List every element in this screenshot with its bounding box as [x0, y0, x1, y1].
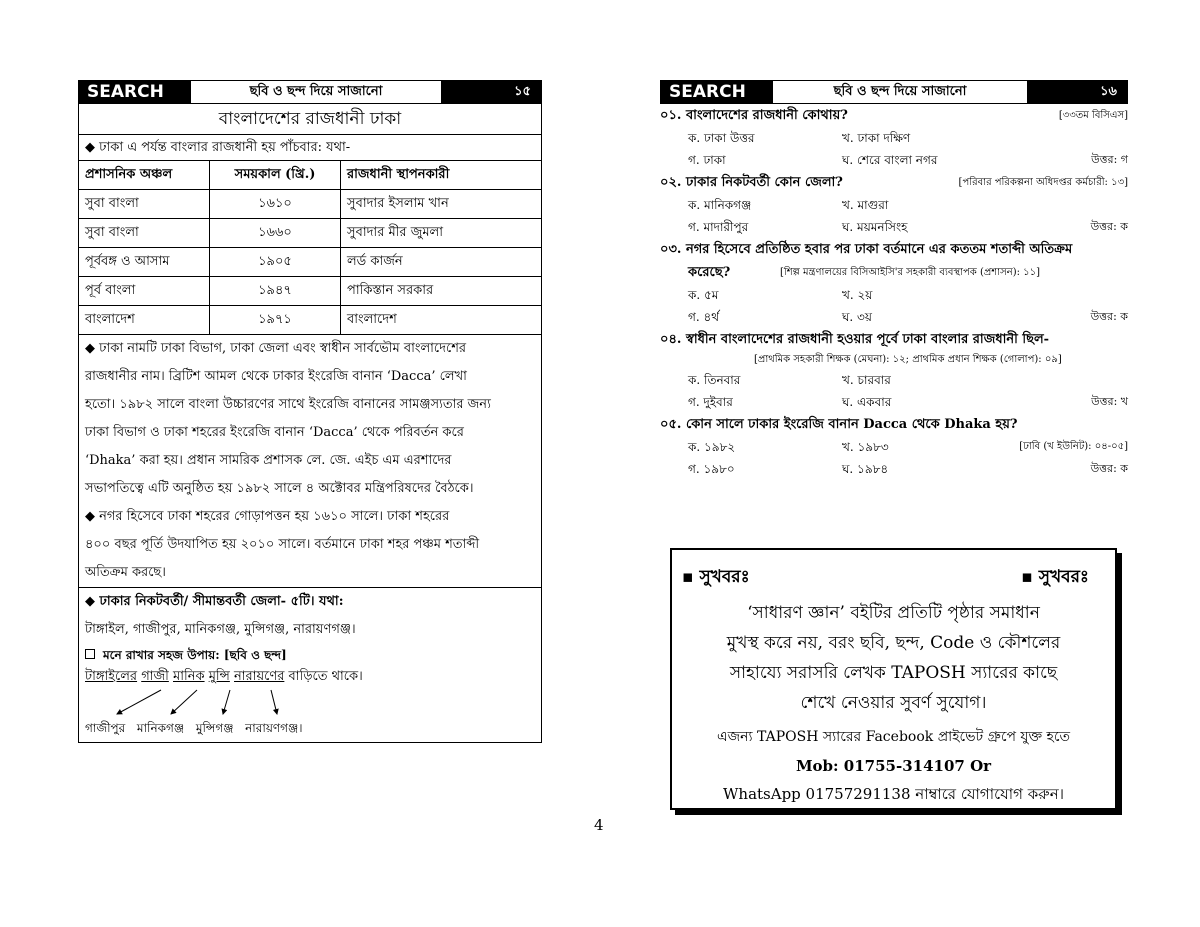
mapped-item: গাজীপুর [85, 721, 126, 735]
table-header: রাজধানী স্থাপনকারী [341, 161, 542, 190]
trick-title-row [85, 644, 535, 666]
table-header-row [79, 161, 541, 190]
notice-line: ‘সাধারণ জ্ঞান’ বইটির প্রতিটি পৃষ্ঠার সমাধান [747, 603, 1040, 623]
table-cell: বাংলাদেশ [341, 306, 542, 335]
option: খ. ঢাকা দক্ষিণ [842, 131, 911, 145]
question-text: করেছে? [688, 265, 731, 280]
question [660, 104, 1128, 127]
question [660, 413, 1128, 436]
table-cell: লর্ড কার্জন [341, 248, 542, 277]
header-subtitle: ছবি ও ছন্দ দিয়ে সাজানো [249, 84, 383, 99]
option: গ. মাদারীপুর [688, 220, 749, 234]
text-line: সভাপতিত্বে এটি অনুষ্ঠিত হয় ১৯৮২ সালে ৪ অক্টোবর মন্ত্রিপরিষদের বৈঠকে। [85, 481, 474, 496]
text-line: ৪০০ বছর পূর্তি উদযাপিত হয় ২০১০ সালে। বর্তমানে ঢাকা শহর পঞ্চম শতাব্দী [85, 537, 480, 552]
page-header [78, 80, 542, 104]
table-cell: পূর্ববঙ্গ ও আসাম [79, 248, 210, 277]
question-source: [৩৩তম বিসিএস] [1058, 110, 1128, 121]
table-cell: ১৬৬০ [210, 219, 341, 248]
option: ক. ৫ম [688, 288, 719, 302]
table-cell: ১৯০৫ [210, 248, 341, 277]
question-text: ০৫. কোন সালে ঢাকার ইংরেজি বানান Dacca থেকে Dhaka হয়? [660, 417, 1018, 432]
option: খ. ২য় [842, 288, 873, 302]
text-line: অতিক্রম করছে। [85, 565, 166, 580]
option: গ. ১৯৮০ [688, 462, 735, 476]
mobile-line: Mob: 01755-314107 Or [795, 757, 992, 775]
option-row [660, 216, 1128, 238]
option-row [660, 391, 1128, 413]
notice-line: সাহায্যে সরাসরি লেখক TAPOSH স্যারের কাছে [729, 663, 1058, 683]
table-header: সময়কাল (খ্রি.) [210, 161, 341, 190]
intro-text: ◆ ঢাকা এ পর্যন্ত বাংলার রাজধানী হয় পাঁচবার: যথা- [79, 135, 541, 161]
header-page-number: ১৬ [1027, 81, 1127, 103]
answer: উত্তর: ক [1090, 462, 1128, 475]
option-row [660, 284, 1128, 306]
mnemonic-word: গাজী [141, 669, 169, 684]
text-line: ঢাকা বিভাগ ও ঢাকা শহরের ইংরেজি বানান ‘Dacca’ থেকে পরিবর্তন করে [85, 425, 464, 440]
option: ঘ. শেরে বাংলা নগর [842, 153, 938, 167]
question-source: [ঢাবি (খ ইউনিট): ০৪-০৫] [1019, 441, 1128, 452]
option: গ. দুইবার [688, 395, 733, 409]
districts-section [79, 588, 541, 742]
question-list [660, 104, 1128, 480]
history-paragraph [79, 335, 541, 588]
mnemonic-word: মুন্সি [208, 669, 230, 684]
option: ঘ. ময়মনসিংহ [842, 220, 908, 234]
answer: উত্তর: গ [1091, 153, 1128, 166]
notice-line: শেখে নেওয়ার সুবর্ণ সুযোগ। [800, 693, 987, 713]
table-cell: সুবাদার মীর জুমলা [341, 219, 542, 248]
notice-heading: ▪ সুখবরঃ [1021, 567, 1089, 587]
option: ঘ. একবার [842, 395, 892, 409]
table-cell: বাংলাদেশ [79, 306, 210, 335]
left-page [78, 80, 542, 743]
mapped-item: নারায়ণগঞ্জ। [245, 721, 303, 735]
table-cell: সুবা বাংলা [79, 190, 210, 219]
question [660, 238, 1128, 261]
mnemonic-word: টাঙ্গাইলের [85, 669, 138, 684]
mnemonic-tail: বাড়িতে থাকে। [284, 669, 363, 684]
option-row [660, 127, 1128, 149]
option-row [660, 369, 1128, 391]
mapped-districts [85, 718, 535, 738]
text-line: ◆ ঢাকা নামটি ঢাকা বিভাগ, ঢাকা জেলা এবং স্বাধীন সার্বভৌম বাংলাদেশের [85, 341, 467, 356]
checkbox-square-icon [85, 649, 95, 659]
option: ক. ১৯৮২ [688, 440, 736, 454]
question [660, 171, 1128, 194]
whatsapp-line: WhatsApp 01757291138 নাম্বারে যোগাযোগ করুন। [722, 785, 1065, 803]
question-continuation [660, 261, 1128, 284]
answer: উত্তর: ক [1090, 220, 1128, 233]
mnemonic-line [85, 666, 535, 688]
answer: উত্তর: ক [1090, 310, 1128, 323]
mapped-item: মুন্সিগঞ্জ [195, 721, 234, 735]
question-text: ০৪. স্বাধীন বাংলাদেশের রাজধানী হওয়ার পূর্বে ঢাকা বাংলার রাজধানী ছিল- [660, 332, 1050, 347]
page-header [660, 80, 1128, 104]
brand-label: SEARCH [661, 81, 773, 103]
table-row [79, 219, 541, 248]
mnemonic-word: নারায়ণের [234, 669, 285, 684]
header-subtitle: ছবি ও ছন্দ দিয়ে সাজানো [833, 84, 967, 99]
question-text: ০১. বাংলাদেশের রাজধানী কোথায়? [660, 108, 848, 123]
answer: উত্তর: খ [1091, 395, 1128, 408]
option-row [660, 194, 1128, 216]
districts-title: ◆ ঢাকার নিকটবর্তী/ সীমান্তবর্তী জেলা- ৫টি। যথা: [85, 594, 344, 609]
question [660, 328, 1128, 351]
option: খ. ১৯৮৩ [842, 440, 889, 454]
notice-line: মুখস্থ করে নয়, বরং ছবি, ছন্দ, Code ও কৌশলের [726, 633, 1061, 653]
option-row [660, 149, 1128, 171]
question-source: [পরিবার পরিকল্পনা অধিদপ্তর কর্মচারী: ১৩] [958, 177, 1128, 188]
content-box [78, 104, 542, 743]
table-cell: ১৬১০ [210, 190, 341, 219]
option: খ. চারবার [842, 373, 891, 387]
text-line: রাজধানীর নাম। ব্রিটিশ আমল থেকে ঢাকার ইংরেজি বানান ‘Dacca’ লেখা [85, 369, 467, 384]
option: গ. ৪র্থ [688, 310, 720, 324]
brand-label: SEARCH [79, 81, 191, 103]
option: ক. মানিকগঞ্জ [688, 198, 752, 212]
table-cell: ১৯৪৭ [210, 277, 341, 306]
trick-title: মনে রাখার সহজ উপায়: [ছবি ও ছন্দ] [103, 648, 287, 662]
question-source: [প্রাথমিক সহকারী শিক্ষক (মেঘনা): ১২; প্রাথমিক প্রধান শিক্ষক (গোলাপ): ০৯] [754, 354, 1062, 365]
page-title: বাংলাদেশের রাজধানী ঢাকা [79, 104, 541, 135]
notice-box [670, 548, 1117, 810]
facebook-line: এজন্য TAPOSH স্যারের Facebook প্রাইভেট গ্রুপে যুক্ত হতে [716, 729, 1070, 745]
option-row [660, 436, 1128, 458]
table-row [79, 306, 541, 335]
mnemonic-word: মানিক [173, 669, 205, 684]
option: ক. ঢাকা উত্তর [688, 131, 755, 145]
table-header: প্রশাসনিক অঞ্চল [79, 161, 210, 190]
text-line: ‘Dhaka’ করা হয়। প্রধান সামরিক প্রশাসক লে. জে. এইচ এম এরশাদের [85, 453, 452, 468]
districts-list: টাঙ্গাইল, গাজীপুর, মানিকগঞ্জ, মুন্সিগঞ্জ, নারায়ণগঞ্জ। [85, 622, 356, 637]
question-source: [শিল্প মন্ত্রণালয়ের বিসিআইসি'র সহকারী ব্যবস্থাপক (প্রশাসন): ১১] [780, 267, 1041, 278]
table-cell: পূর্ব বাংলা [79, 277, 210, 306]
table-row [79, 277, 541, 306]
question-text: ০৩. নগর হিসেবে প্রতিষ্ঠিত হবার পর ঢাকা বর্তমানে এর কততম শতাব্দী অতিক্রম [660, 242, 1073, 257]
question-text: ০২. ঢাকার নিকটবর্তী কোন জেলা? [660, 175, 843, 190]
table-row [79, 248, 541, 277]
option-row [660, 306, 1128, 328]
right-page [660, 80, 1128, 480]
notice-heading: ▪ সুখবরঃ [682, 567, 750, 587]
page-number: 4 [594, 816, 604, 834]
table-cell: ১৯৭১ [210, 306, 341, 335]
option: গ. ঢাকা [688, 153, 726, 167]
table-cell: পাকিস্তান সরকার [341, 277, 542, 306]
text-line: ◆ নগর হিসেবে ঢাকা শহরের গোড়াপত্তন হয় ১৬১০ সালে। ঢাকা শহরের [85, 509, 450, 524]
mapped-item: মানিকগঞ্জ [136, 721, 185, 735]
text-line: হতো। ১৯৮২ সালে বাংলা উচ্চারণের সাথে ইংরেজি বানানের সামঞ্জস্যতার জন্য [85, 397, 491, 412]
option: ঘ. ৩য় [842, 310, 872, 324]
table-cell: সুবা বাংলা [79, 219, 210, 248]
option: ঘ. ১৯৮৪ [842, 462, 889, 476]
mnemonic-arrows-icon [85, 688, 305, 718]
table-row [79, 190, 541, 219]
notice-body [672, 598, 1115, 718]
option-row [660, 458, 1128, 480]
option: ক. তিনবার [688, 373, 741, 387]
table-cell: সুবাদার ইসলাম খান [341, 190, 542, 219]
option: খ. মাগুরা [842, 198, 889, 212]
header-page-number: ১৫ [441, 81, 541, 103]
notice-header [672, 564, 1115, 592]
capital-table [79, 161, 541, 335]
